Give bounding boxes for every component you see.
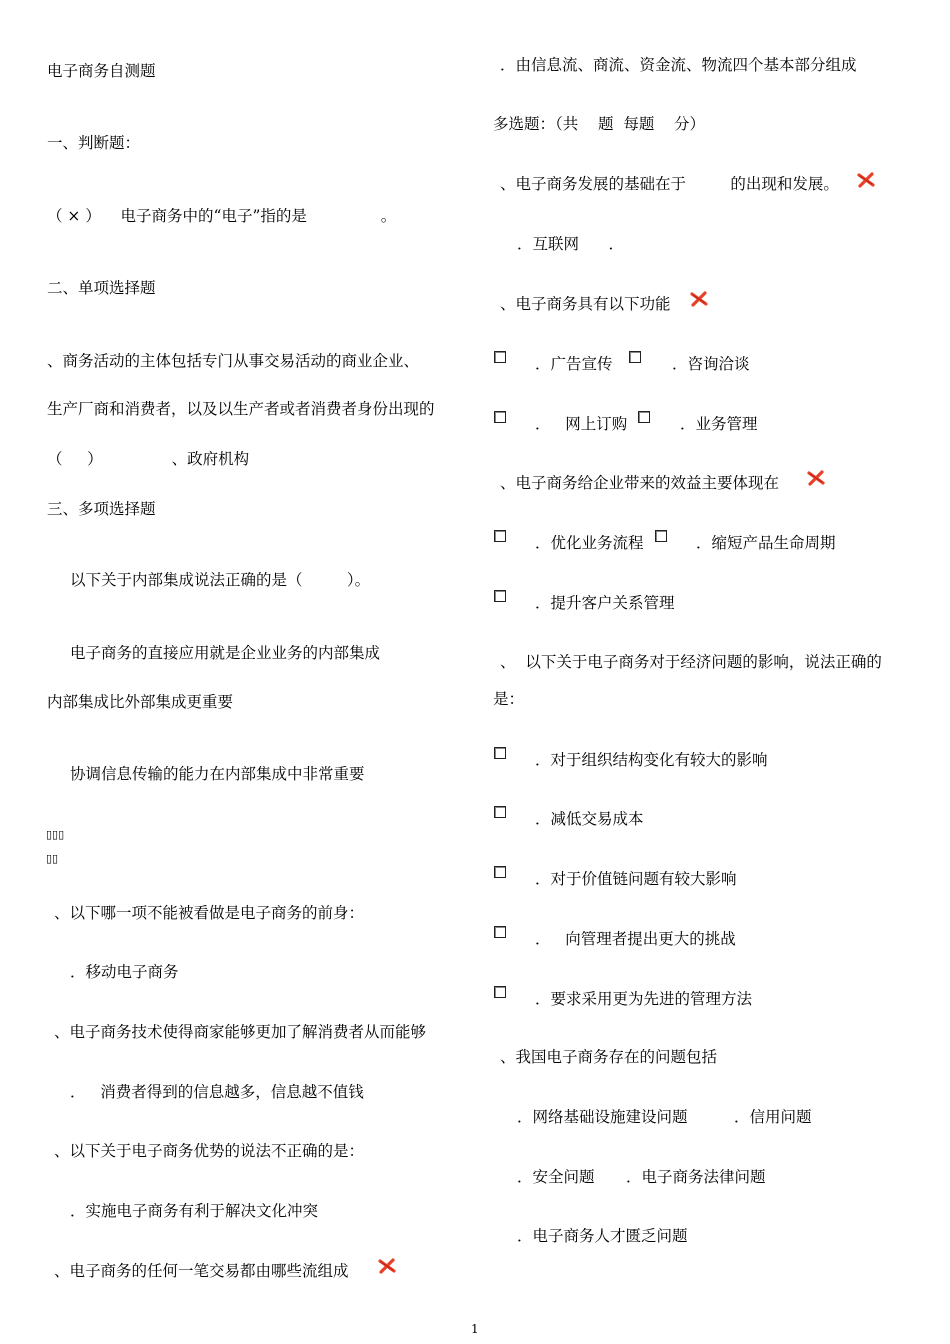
checkbox-econ-b[interactable] <box>494 806 506 818</box>
question-flows: 、电子商务的任何一笔交易都由哪些流组成 <box>54 1262 349 1280</box>
single-q1-line1: 、商务活动的主体包括专门从事交易活动的商业企业、 <box>47 352 420 370</box>
benefit-option-c: ．提升客户关系管理 <box>535 594 675 612</box>
func-option-b: ．咨询洽谈 <box>672 355 750 373</box>
question-predecessor-answer: ．移动电子商务 <box>70 963 179 981</box>
question-problems: 、我国电子商务存在的问题包括 <box>500 1048 718 1066</box>
problem-option-e: ．电子商务人才匮乏问题 <box>517 1227 688 1245</box>
checkbox-benefit-c[interactable] <box>494 590 506 602</box>
garbled-text-1: ▯▯▯ <box>46 828 65 841</box>
question-know-consumer: 、电子商务技术使得商家能够更加了解消费者从而能够 <box>54 1023 427 1041</box>
econ-option-c: ．对于价值链问题有较大影响 <box>535 870 737 888</box>
econ-option-d: ． 向管理者提出更大的挑战 <box>535 930 736 948</box>
multi-heading-2: 多选题：（共 题 每题 分） <box>493 115 706 133</box>
checkbox-econ-d[interactable] <box>494 926 506 938</box>
question-benefits: 、电子商务给企业带来的效益主要体现在 <box>500 474 780 492</box>
question-basis-answer: ．互联网 ． <box>517 235 625 253</box>
question-know-consumer-answer: ． 消费者得到的信息越多，信息越不值钱 <box>70 1083 364 1101</box>
question-predecessor: 、以下哪一项不能被看做是电子商务的前身： <box>54 904 365 922</box>
checkbox-econ-e[interactable] <box>494 986 506 998</box>
benefit-option-b: ．缩短产品生命周期 <box>696 534 836 552</box>
econ-option-b: ．减低交易成本 <box>535 810 644 828</box>
question-economy-line2: 是： <box>493 690 525 708</box>
multi-q1-option-c: 协调信息传输的能力在内部集成中非常重要 <box>70 765 365 783</box>
checkbox-func-a[interactable] <box>494 351 506 363</box>
single-choice-heading: 二、单项选择题 <box>47 279 156 297</box>
question-functions: 、电子商务具有以下功能 <box>500 295 671 313</box>
red-x-icon <box>690 291 708 307</box>
problem-option-d: ．电子商务法律问题 <box>626 1168 766 1186</box>
multi-q1: 以下关于内部集成说法正确的是（ ）。 <box>70 571 371 589</box>
checkbox-benefit-a[interactable] <box>494 530 506 542</box>
multi-choice-heading: 三、多项选择题 <box>47 500 156 518</box>
multi-q1-option-a: 电子商务的直接应用就是企业业务的内部集成 <box>70 644 381 662</box>
problem-option-b: ．信用问题 <box>734 1108 812 1126</box>
red-x-icon <box>378 1258 396 1274</box>
checkbox-benefit-b[interactable] <box>655 530 667 542</box>
garbled-text-2: ▯▯ <box>46 852 59 865</box>
judge-question-1: （ × ） 电子商务中的“电子”指的是 。 <box>47 207 397 225</box>
question-advantage: 、以下关于电子商务优势的说法不正确的是： <box>54 1142 365 1160</box>
checkbox-func-b[interactable] <box>629 351 641 363</box>
question-economy-line1: 、 以下关于电子商务对于经济问题的影响，说法正确的 <box>500 653 882 671</box>
question-basis: 、电子商务发展的基础在于 的出现和发展。 <box>500 175 839 193</box>
benefit-option-a: ．优化业务流程 <box>535 534 644 552</box>
red-x-icon <box>857 172 875 188</box>
single-q1-line3: （ ） 、政府机构 <box>47 450 250 468</box>
econ-option-e: ．要求采用更为先进的管理方法 <box>535 990 753 1008</box>
checkbox-func-d[interactable] <box>638 411 650 423</box>
checkbox-econ-a[interactable] <box>494 747 506 759</box>
page-number: 1 <box>471 1322 479 1336</box>
checkbox-func-c[interactable] <box>494 411 506 423</box>
problem-option-c: ．安全问题 <box>517 1168 595 1186</box>
func-option-a: ．广告宣传 <box>535 355 613 373</box>
multi-q1-option-b: 内部集成比外部集成更重要 <box>47 693 234 711</box>
checkbox-econ-c[interactable] <box>494 866 506 878</box>
func-option-c: ． 网上订购 <box>535 415 628 433</box>
flows-answer: ．由信息流、商流、资金流、物流四个基本部分组成 <box>500 56 857 74</box>
doc-title: 电子商务自测题 <box>47 62 156 80</box>
judge-heading: 一、判断题： <box>47 134 141 152</box>
question-advantage-answer: ．实施电子商务有利于解决文化冲突 <box>70 1202 319 1220</box>
problem-option-a: ．网络基础设施建设问题 <box>517 1108 688 1126</box>
econ-option-a: ．对于组织结构变化有较大的影响 <box>535 751 768 769</box>
func-option-d: ．业务管理 <box>680 415 758 433</box>
single-q1-line2: 生产厂商和消费者，以及以生产者或者消费者身份出现的 <box>47 400 435 418</box>
red-x-icon <box>807 470 825 486</box>
